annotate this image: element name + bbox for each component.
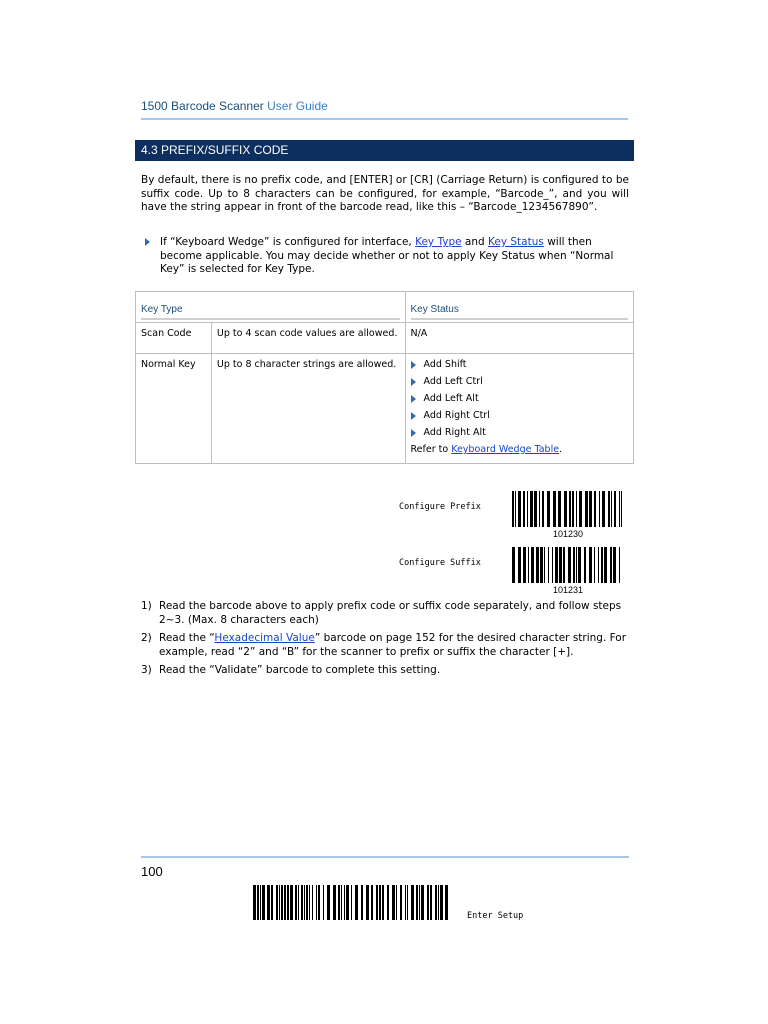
bullet-triangle-icon [145,238,150,246]
barcode-bar [355,885,358,920]
barcode-bar [387,885,389,920]
configure-prefix-barcode[interactable] [512,491,625,527]
hexadecimal-value-link[interactable]: Hexadecimal Value [214,632,315,645]
barcode-bar [553,491,556,527]
barcode-bar [351,885,352,920]
barcode-bar [279,885,280,920]
header-guide: User Guide [267,99,328,113]
barcode-bar [548,547,549,583]
barcode-bar [309,885,310,920]
barcode-bar [530,491,533,527]
enter-setup-barcode[interactable] [253,885,453,920]
barcode-bar [304,885,305,920]
row-scan-code-desc: Up to 4 scan code values are allowed. [211,323,405,354]
barcode-bar [430,885,432,920]
barcode-bar [262,885,265,920]
barcode-bar [539,491,540,527]
status-item: Add Right Ctrl [411,407,629,424]
barcode-bar [518,491,521,527]
barcode-bar [568,547,571,583]
barcode-bar [267,885,270,920]
bullet-text-pre: If “Keyboard Wedge” is configured for interface, [160,236,416,248]
barcode-bar [341,885,342,920]
barcode-bar [569,491,571,527]
table-row [136,323,634,354]
barcode-bar [416,885,418,920]
barcode-bar [534,491,537,527]
barcode-bar [576,547,577,583]
barcode-bar [512,491,514,527]
running-header [141,99,328,113]
barcode-bar [564,491,567,527]
bullet-text [160,236,628,277]
barcode-bar [594,547,595,583]
barcode-bar [445,885,448,920]
barcode-bar [438,885,439,920]
barcode-bar [523,547,526,583]
key-type-link[interactable]: Key Type [415,236,462,248]
key-type-table [135,291,634,464]
barcode-bar [608,491,610,527]
header-product: 1500 Barcode Scanner [141,99,264,113]
barcode-bar [589,491,592,527]
configure-prefix-code: 101230 [552,529,584,539]
barcode-bar [579,491,582,527]
page-number: 100 [141,864,163,879]
status-item: Add Left Alt [411,390,629,407]
configure-prefix-label: Configure Prefix [399,502,481,512]
barcode-bar [621,491,622,527]
barcode-bar [563,547,565,583]
table-row [136,354,634,464]
barcode-bar [316,885,317,920]
status-item: Add Left Ctrl [411,373,629,390]
footer-divider [141,856,629,858]
barcode-bar [366,885,369,920]
barcode-bar [371,885,373,920]
barcode-bar [400,885,402,920]
barcode-bar [512,547,515,583]
barcode-bar [333,885,336,920]
key-status-link[interactable]: Key Status [488,236,544,248]
barcode-bar [396,885,397,920]
barcode-bar [578,547,581,583]
barcode-bar [323,885,324,920]
enter-setup-label: Enter Setup [467,911,524,921]
intro-paragraph: By default, there is no prefix code, and [ENTER] or [CR] (Carriage Return) is configured to be suffix code. Up to 8 characters can be configured, for example, “Barcode_”, and you will have the string appear in front of the barcode read, like this – “Barcode_1234567890”. [141,174,629,214]
barcode-bar [295,885,297,920]
keyboard-wedge-table-link[interactable]: Keyboard Wedge Table [451,444,560,455]
bullet-triangle-icon [411,395,416,403]
status-item: Add Right Alt [411,424,629,441]
barcode-bar [544,547,545,583]
barcode-bar [531,547,534,583]
barcode-bar [547,491,550,527]
barcode-bar [555,547,558,583]
barcode-bar [344,885,345,920]
row-normal-key-desc: Up to 8 character strings are allowed. [211,354,405,464]
barcode-bar [407,885,408,920]
barcode-bar [572,491,574,527]
barcode-bar [281,885,283,920]
barcode-bar [536,547,539,583]
status-item: Add Shift [411,356,629,373]
bullet-triangle-icon [411,429,416,437]
barcode-bar [312,885,313,920]
barcode-bar [276,885,278,920]
bullet-text-mid: and [461,236,489,248]
barcode-bar [610,547,612,583]
barcode-bar [298,885,299,920]
barcode-bar [253,885,256,920]
step-1: 1) Read the barcode above to apply prefix code or suffix code separately, and follow steps 2~3. (Max. 8 characters each) [141,600,622,626]
bullet-triangle-icon [411,378,416,386]
barcode-bar [542,491,544,527]
header-divider [141,118,628,120]
barcode-bar [361,885,363,920]
barcode-bar [527,491,528,527]
row-scan-code-status: N/A [405,323,634,354]
barcode-bar [601,547,603,583]
configure-suffix-label: Configure Suffix [399,558,481,568]
barcode-bar [327,885,330,920]
barcode-bar [619,547,620,583]
barcode-bar [613,547,616,583]
barcode-bar [558,491,561,527]
step-3: 3) Read the “Validate” barcode to complete this setting. [141,664,441,677]
barcode-bar [559,547,562,583]
barcode-bar [379,885,381,920]
barcode-bar [576,491,577,527]
barcode-bar [614,491,616,527]
barcode-bar [523,491,525,527]
configure-suffix-code: 101231 [552,585,584,595]
barcode-bar [346,885,349,920]
configure-suffix-barcode[interactable] [512,547,625,583]
barcode-bar [540,547,543,583]
barcode-bar [411,885,414,920]
row-normal-key-status [405,354,634,464]
barcode-bar [405,885,406,920]
table-header-row [136,292,634,323]
barcode-bar [301,885,303,920]
barcode-bar [599,491,600,527]
refer-note: Refer to Keyboard Wedge Table. [410,444,563,455]
section-title: 4.3 PREFIX/SUFFIX CODE [135,140,634,161]
barcode-bar [611,491,612,527]
bullet-triangle-icon [411,412,416,420]
row-scan-code-name: Scan Code [136,323,212,354]
barcode-bar [602,491,605,527]
barcode-bar [435,885,437,920]
barcode-bar [552,547,553,583]
barcode-bar [284,885,286,920]
barcode-bar [515,491,516,527]
barcode-bar [594,491,596,527]
barcode-bar [376,885,378,920]
barcode-bar [427,885,429,920]
barcode-bar [271,885,273,920]
barcode-bar [290,885,293,920]
barcode-bar [260,885,261,920]
barcode-bar [528,547,529,583]
barcode-bar [338,885,340,920]
barcode-bar [604,547,607,583]
barcode-bar [585,491,588,527]
barcode-bar [419,885,420,920]
barcode-bar [598,547,599,583]
barcode-bar [518,547,521,583]
header-key-status: Key Status [405,292,634,323]
barcode-bar [287,885,289,920]
barcode-bar [619,491,620,527]
barcode-bar [382,885,384,920]
barcode-bar [573,547,575,583]
barcode-bar [589,547,592,583]
instruction-steps [141,600,629,683]
barcode-bar [421,885,424,920]
keyboard-wedge-bullet [145,236,630,276]
barcode-bar [440,885,443,920]
barcode-bar [584,547,586,583]
header-key-type: Key Type [136,292,406,323]
barcode-bar [257,885,259,920]
barcode-bar [306,885,308,920]
bullet-text-post: will then become applicable. You may decide whether or not to apply Key Status when “Normal Key” is selected for Key Type. [160,236,614,276]
step-2: 2) Read the “Hexadecimal Value” barcode on page 152 for the desired character string. For example, read “2” and “B” for the scanner to prefix or suffix the character [+]. [141,632,627,658]
row-normal-key-name: Normal Key [136,354,212,464]
barcode-bar [318,885,320,920]
bullet-triangle-icon [411,361,416,369]
barcode-bar [392,885,395,920]
